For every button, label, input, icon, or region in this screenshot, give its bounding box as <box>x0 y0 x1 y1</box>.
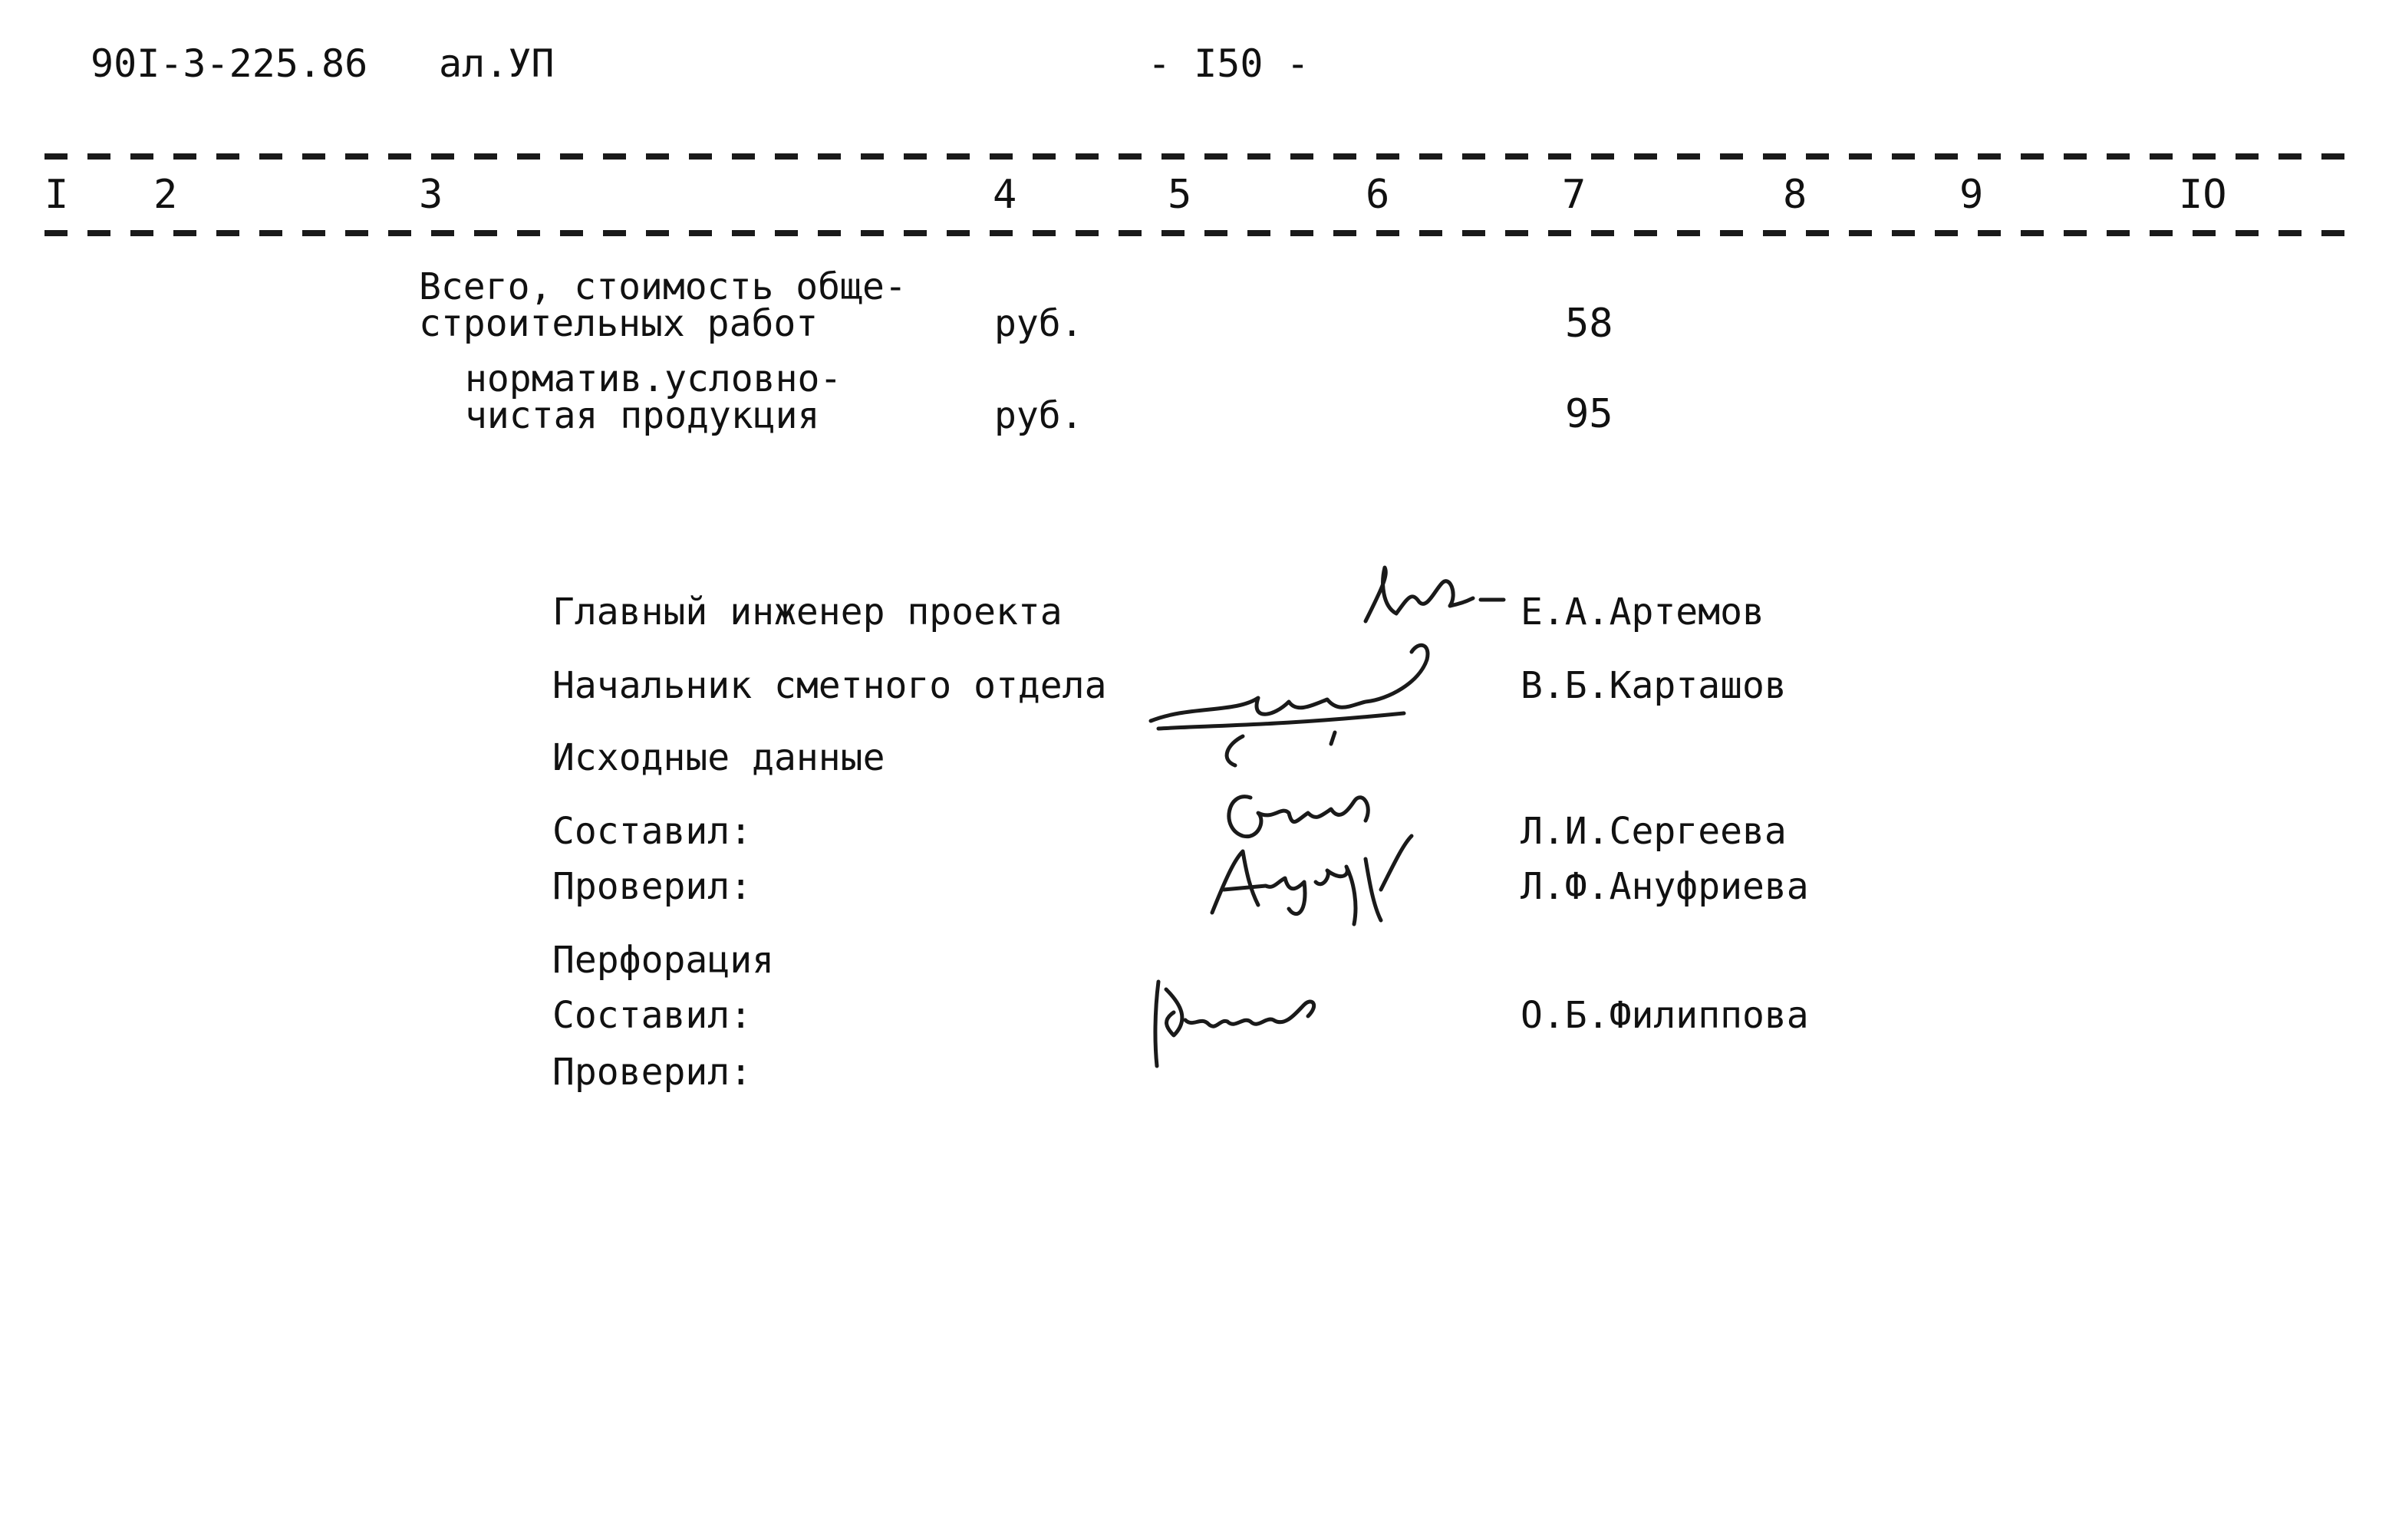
column-number: 4 <box>993 172 1017 218</box>
document-code: 90I-3-225.86 <box>91 41 368 86</box>
column-number: 7 <box>1562 172 1587 218</box>
row-unit: руб. <box>994 302 1083 345</box>
table-header-rule <box>44 230 2361 236</box>
column-number: IO <box>2179 172 2227 218</box>
album-number: ал.УП <box>439 41 555 86</box>
signature-kartashov <box>1143 629 1465 767</box>
row-name-line: строительных работ <box>419 302 819 345</box>
column-number: 9 <box>1959 172 1984 218</box>
chief-engineer-label: Главный инженер проекта <box>552 591 1063 633</box>
column-number: 2 <box>153 172 178 218</box>
column-number: 6 <box>1366 172 1390 218</box>
row-value: 58 <box>1565 301 1613 347</box>
row-name-line: чистая продукция <box>465 394 820 437</box>
source-data-label: Исходные данные <box>552 736 885 779</box>
perforation-label: Перфорация <box>552 939 774 982</box>
perf-compiled-label: Составил: <box>552 994 753 1037</box>
compiled-label: Составил: <box>552 810 753 853</box>
compiled-name: Л.И.Сергеева <box>1521 810 1787 853</box>
signature-filippova <box>1143 974 1373 1074</box>
perf-checked-label: Проверил: <box>552 1051 753 1094</box>
checked-name: Л.Ф.Ануфриева <box>1521 865 1809 908</box>
page-number: - I50 - <box>1148 41 1310 86</box>
checked-label: Проверил: <box>552 865 753 908</box>
column-number: 5 <box>1168 172 1192 218</box>
table-top-rule <box>44 153 2361 160</box>
perf-compiled-name: О.Б.Филиппова <box>1521 994 1809 1037</box>
column-number: I <box>44 172 69 218</box>
row-value: 95 <box>1565 391 1613 437</box>
row-name-line: Всего, стоимость обще- <box>419 265 907 308</box>
column-number: 8 <box>1783 172 1807 218</box>
column-number: 3 <box>419 172 443 218</box>
chief-engineer-name: Е.А.Артемов <box>1521 591 1764 633</box>
row-unit: руб. <box>994 394 1083 437</box>
estimate-head-name: В.Б.Карташов <box>1521 664 1787 707</box>
row-name-line: норматив.условно- <box>465 357 842 400</box>
signature-sergeeva-anufrieva <box>1181 775 1458 928</box>
estimate-head-label: Начальник сметного отдела <box>552 664 1107 707</box>
